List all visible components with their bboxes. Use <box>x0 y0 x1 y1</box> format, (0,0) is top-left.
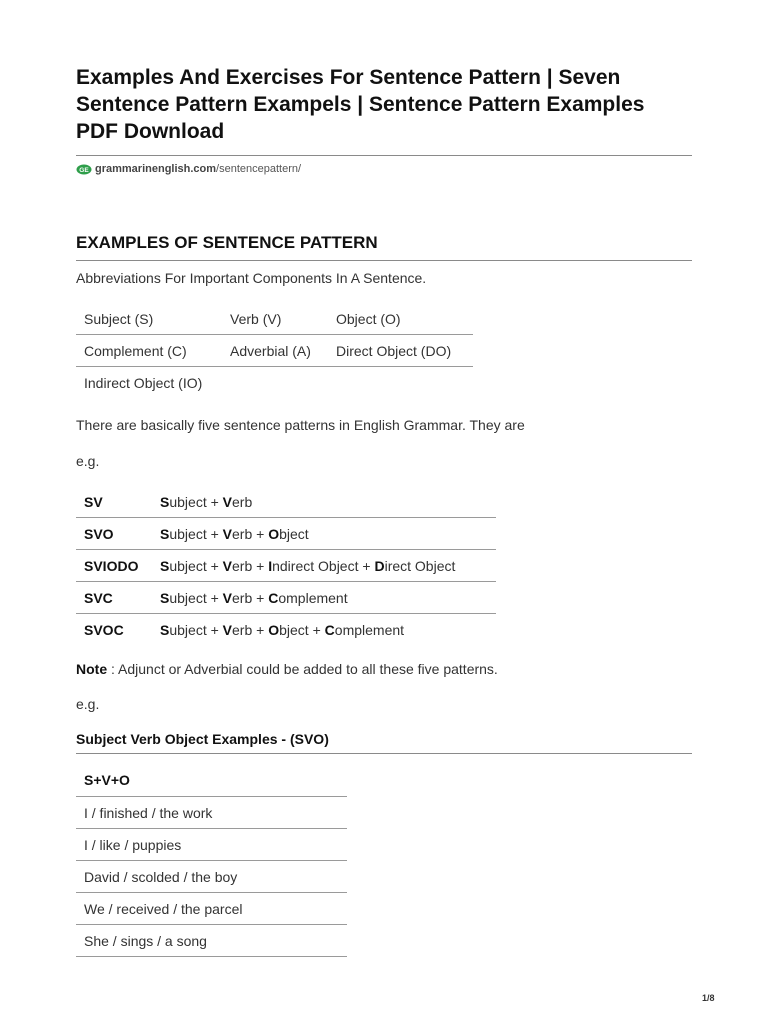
table-row <box>76 861 347 893</box>
pattern-word: irect Object <box>384 557 456 574</box>
patterns-table <box>76 486 496 645</box>
table-row <box>76 335 473 367</box>
pattern-initial: V <box>222 589 233 606</box>
table-header: S+V+O <box>76 763 347 797</box>
note-text <box>76 660 692 678</box>
pattern-initial: C <box>268 589 279 606</box>
table-cell: Indirect Object (IO) <box>84 374 203 391</box>
pattern-initial: S <box>160 557 170 574</box>
pattern-word: omplement <box>334 621 405 638</box>
table-header-row <box>76 763 347 797</box>
eg-label-2: e.g. <box>76 696 100 712</box>
pattern-word: ubject <box>169 525 207 542</box>
page-title: Examples And Exercises For Sentence Pattern | Seven Sentence Pattern Exampels | Sentence Pattern Examples PDF Download <box>76 66 645 143</box>
pattern-word: erb <box>232 589 253 606</box>
example-sentence: David / scolded / the boy <box>76 861 347 893</box>
table-cell: Verb (V) <box>222 303 328 335</box>
svo-examples-table <box>76 763 347 957</box>
table-cell <box>328 367 473 399</box>
example-sentence: I / finished / the work <box>76 797 347 829</box>
section-heading: EXAMPLES OF SENTENCE PATTERN <box>76 233 378 252</box>
pattern-initial: S <box>160 621 170 638</box>
site-logo-icon <box>76 164 92 175</box>
pattern-word: ndirect Object <box>272 557 359 574</box>
svo-heading: Subject Verb Object Examples - (SVO) <box>76 731 329 747</box>
section-divider <box>76 260 692 261</box>
pattern-row <box>76 486 496 518</box>
pattern-word: erb <box>232 525 253 542</box>
pattern-code: SVOC <box>84 621 124 638</box>
pattern-word: erb <box>232 493 253 510</box>
table-row <box>76 893 347 925</box>
pattern-word: bject <box>279 621 309 638</box>
table-cell: Complement (C) <box>76 335 222 367</box>
pattern-initial: C <box>324 621 335 638</box>
note-body: : Adjunct or Adverbial could be added to all these five patterns. <box>107 661 498 677</box>
pattern-initial: V <box>222 557 233 574</box>
pattern-initial: S <box>160 493 170 510</box>
pattern-description: Subject + Verb + Object + Complement <box>160 621 405 638</box>
pattern-word: bject <box>279 525 309 542</box>
table-cell: Direct Object (DO) <box>328 335 473 367</box>
table-row <box>76 925 347 957</box>
table-cell: Object (O) <box>328 303 473 335</box>
pattern-row <box>76 582 496 614</box>
pattern-code: SV <box>76 486 152 518</box>
table-cell <box>222 367 328 399</box>
pattern-initial: I <box>268 557 273 574</box>
pattern-description: Subject + Verb <box>152 486 496 518</box>
pattern-code: SVIODO <box>76 550 152 582</box>
pattern-word: ubject <box>169 589 207 606</box>
example-sentence: I / like / puppies <box>76 829 347 861</box>
example-sentence: She / sings / a song <box>76 925 347 957</box>
pattern-initial: D <box>374 557 385 574</box>
title-divider <box>76 155 692 156</box>
pattern-row <box>76 550 496 582</box>
pattern-initial: O <box>268 621 280 638</box>
pattern-description: Subject + Verb + Complement <box>152 582 496 614</box>
abbreviations-table <box>76 303 473 398</box>
pattern-row <box>76 614 496 646</box>
page-number: 1/8 <box>702 993 715 1003</box>
pattern-initial: S <box>160 589 170 606</box>
svg-text:GE: GE <box>79 166 89 174</box>
pattern-word: omplement <box>278 589 348 606</box>
pattern-word: erb <box>232 621 253 638</box>
table-row <box>76 367 473 399</box>
document-page <box>76 64 692 957</box>
pattern-initial: S <box>160 525 170 542</box>
pattern-code: SVC <box>76 582 152 614</box>
note-label: Note <box>76 661 108 677</box>
pattern-initial: V <box>222 493 233 510</box>
source-path: /sentencepattern/ <box>216 163 302 175</box>
pattern-word: ubject <box>169 621 207 638</box>
svo-divider <box>76 753 692 754</box>
table-row <box>76 829 347 861</box>
intro-text: Abbreviations For Important Components In A Sentence. <box>76 270 427 286</box>
pattern-initial: V <box>222 525 233 542</box>
table-row <box>76 303 473 335</box>
table-row <box>76 797 347 829</box>
table-cell: Adverbial (A) <box>222 335 328 367</box>
source-link[interactable] <box>76 163 692 175</box>
pattern-initial: V <box>222 621 233 638</box>
pattern-row <box>76 518 496 550</box>
example-sentence: We / received / the parcel <box>76 893 347 925</box>
pattern-word: ubject <box>169 493 207 510</box>
pattern-description: Subject + Verb + Object <box>152 518 496 550</box>
pattern-description: Subject + Verb + Indirect Object + Direct Object <box>152 550 496 582</box>
pattern-code: SVO <box>76 518 152 550</box>
pattern-word: erb <box>232 557 253 574</box>
pattern-initial: O <box>268 525 280 542</box>
eg-label: e.g. <box>76 453 100 469</box>
source-domain: grammarinenglish.com <box>95 163 217 175</box>
table-cell: Subject (S) <box>76 303 222 335</box>
patterns-intro: There are basically five sentence patterns in English Grammar. They are <box>76 417 525 433</box>
pattern-word: ubject <box>169 557 207 574</box>
